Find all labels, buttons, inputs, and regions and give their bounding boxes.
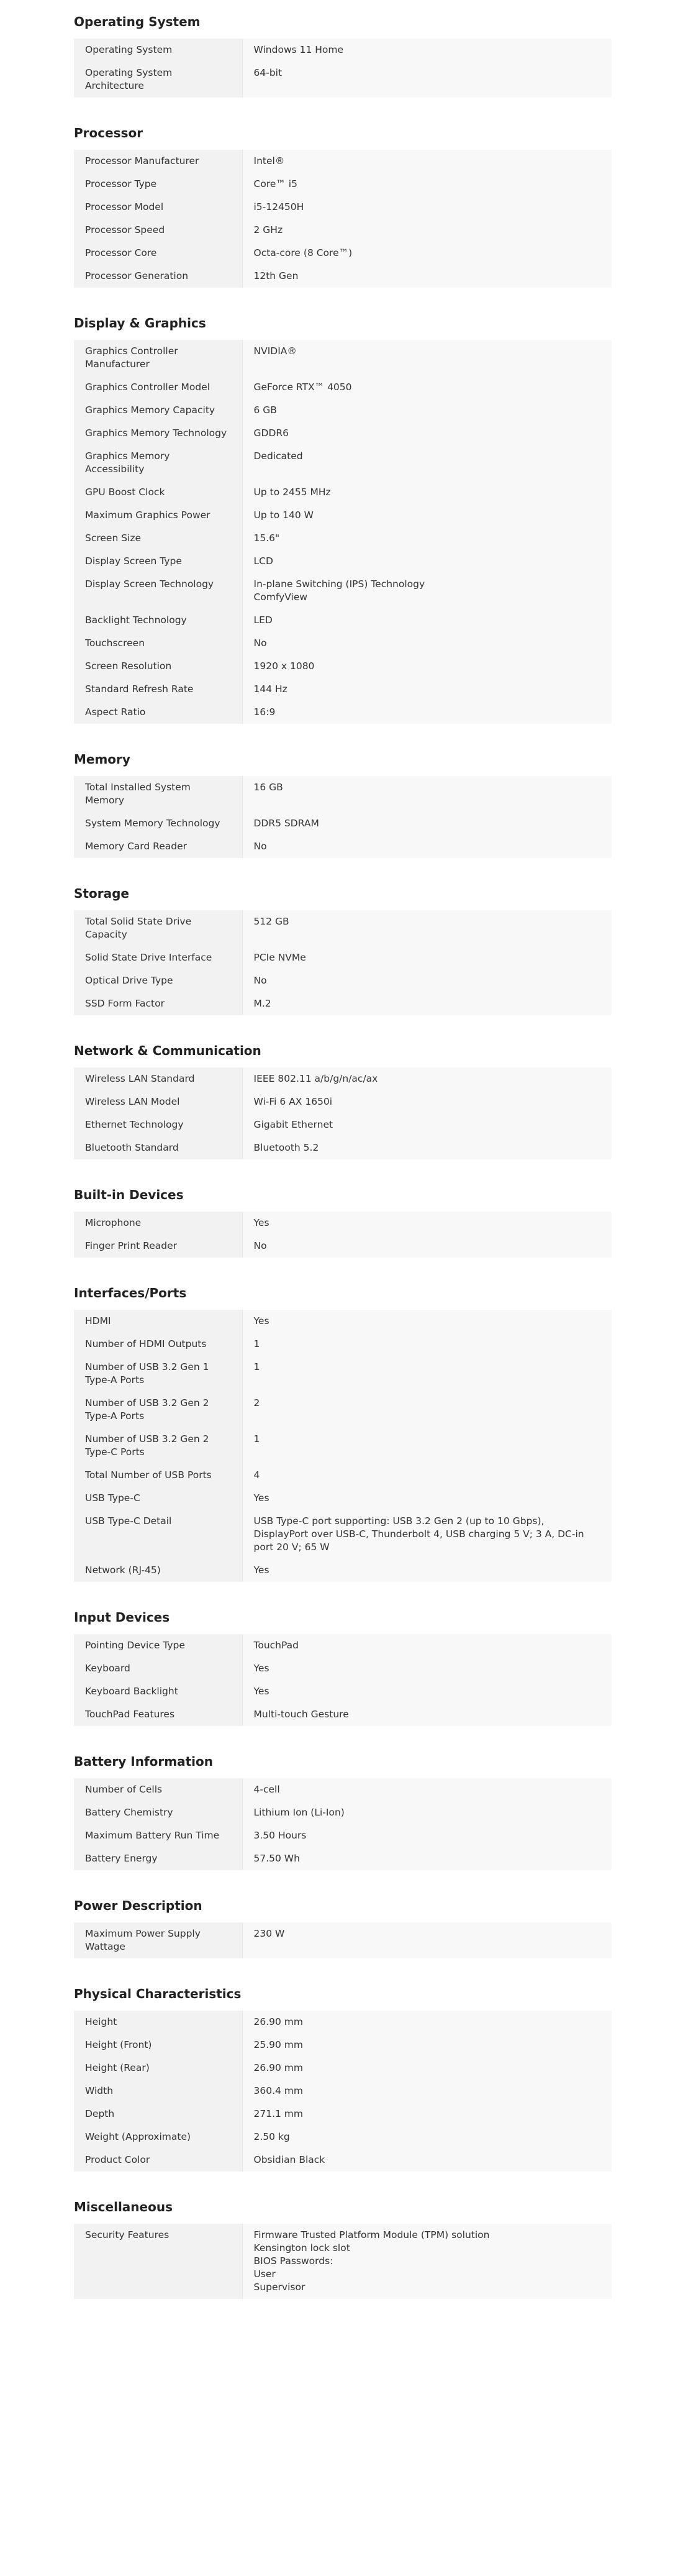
spec-value: Dedicated <box>242 445 612 481</box>
spec-row <box>74 1801 612 1824</box>
spec-label: Total Installed System Memory <box>74 776 242 812</box>
section-spacer <box>0 2172 683 2188</box>
spec-table <box>74 1310 612 1582</box>
spec-label: Graphics Controller Manufacturer <box>74 340 242 376</box>
spec-value: Up to 2455 MHz <box>242 481 612 504</box>
spec-row <box>74 1464 612 1487</box>
spec-label: Operating System <box>74 39 242 62</box>
section-heading: Input Devices <box>74 1610 170 1625</box>
spec-section-input-devices <box>74 1609 612 1726</box>
spec-label: Display Screen Technology <box>74 573 242 609</box>
spec-row <box>74 1657 612 1680</box>
spec-label: Number of USB 3.2 Gen 1 Type-A Ports <box>74 1356 242 1392</box>
spec-row <box>74 701 612 724</box>
spec-value: Intel® <box>242 150 612 173</box>
spec-value: 144 Hz <box>242 678 612 701</box>
section-spacer <box>0 724 683 740</box>
spec-row <box>74 1703 612 1726</box>
spec-section-processor <box>74 125 612 288</box>
spec-value: No <box>242 835 612 858</box>
spec-value: Core™ i5 <box>242 173 612 196</box>
spec-label: Microphone <box>74 1212 242 1235</box>
spec-value: 26.90 mm <box>242 2011 612 2034</box>
section-heading: Storage <box>74 886 129 901</box>
spec-label: Optical Drive Type <box>74 969 242 992</box>
spec-value: Yes <box>242 1212 612 1235</box>
spec-value: TouchPad <box>242 1634 612 1657</box>
spec-row <box>74 2057 612 2080</box>
spec-value: Gigabit Ethernet <box>242 1113 612 1136</box>
spec-value: Multi-touch Gesture <box>242 1703 612 1726</box>
spec-label: Wireless LAN Model <box>74 1090 242 1113</box>
spec-row <box>74 445 612 481</box>
spec-row <box>74 969 612 992</box>
section-spacer <box>0 1870 683 1886</box>
section-heading: Operating System <box>74 14 201 29</box>
spec-value: Windows 11 Home <box>242 39 612 62</box>
spec-value: Yes <box>242 1310 612 1333</box>
spec-table <box>74 1067 612 1159</box>
spec-section-display-graphics <box>74 315 612 724</box>
spec-section-power-description <box>74 1898 612 1958</box>
spec-row <box>74 1824 612 1847</box>
spec-row <box>74 1559 612 1582</box>
spec-row <box>74 2034 612 2057</box>
spec-label: Maximum Power Supply Wattage <box>74 1922 242 1958</box>
spec-value: No <box>242 1235 612 1258</box>
spec-row <box>74 1333 612 1356</box>
spec-value: 26.90 mm <box>242 2057 612 2080</box>
spec-value: USB Type-C port supporting: USB 3.2 Gen 2 (up to 10 Gbps), DisplayPort over USB-C, Thunderbolt 4, USB charging 5 V; 3 A, DC-in port 20 V; 65 W <box>242 1510 612 1559</box>
spec-row <box>74 992 612 1015</box>
spec-row <box>74 1778 612 1801</box>
section-heading: Interfaces/Ports <box>74 1286 187 1300</box>
spec-value: i5-12450H <box>242 196 612 219</box>
spec-section-memory <box>74 751 612 858</box>
spec-label: Processor Generation <box>74 265 242 288</box>
spec-label: TouchPad Features <box>74 1703 242 1726</box>
spec-row <box>74 1235 612 1258</box>
section-spacer <box>0 858 683 874</box>
section-heading: Physical Characteristics <box>74 1986 242 2001</box>
spec-row <box>74 812 612 835</box>
spec-value: M.2 <box>242 992 612 1015</box>
spec-value: 2 GHz <box>242 219 612 242</box>
spec-table <box>74 340 612 724</box>
spec-row <box>74 835 612 858</box>
spec-label: Network (RJ-45) <box>74 1559 242 1582</box>
spec-value: Obsidian Black <box>242 2149 612 2172</box>
section-spacer <box>0 1958 683 1975</box>
spec-label: Battery Energy <box>74 1847 242 1870</box>
spec-section-interfaces-ports <box>74 1285 612 1582</box>
section-heading: Processor <box>74 126 143 140</box>
section-heading: Power Description <box>74 1898 202 1913</box>
spec-value: Firmware Trusted Platform Module (TPM) solution Kensington lock slot BIOS Passwords: User Supervisor <box>242 2224 612 2299</box>
spec-row <box>74 1487 612 1510</box>
spec-row <box>74 550 612 573</box>
spec-row <box>74 39 612 62</box>
spec-row <box>74 655 612 678</box>
spec-row <box>74 946 612 969</box>
spec-row <box>74 376 612 399</box>
spec-value: 57.50 Wh <box>242 1847 612 1870</box>
spec-value: No <box>242 632 612 655</box>
spec-value: PCIe NVMe <box>242 946 612 969</box>
spec-label: Battery Chemistry <box>74 1801 242 1824</box>
section-spacer <box>0 1159 683 1176</box>
spec-label: Number of Cells <box>74 1778 242 1801</box>
spec-label: Maximum Graphics Power <box>74 504 242 527</box>
spec-label: Processor Type <box>74 173 242 196</box>
spec-row <box>74 632 612 655</box>
spec-label: System Memory Technology <box>74 812 242 835</box>
spec-value: 25.90 mm <box>242 2034 612 2057</box>
spec-row <box>74 1392 612 1428</box>
spec-value: IEEE 802.11 a/b/g/n/ac/ax <box>242 1067 612 1090</box>
spec-label: Pointing Device Type <box>74 1634 242 1657</box>
spec-row <box>74 1136 612 1159</box>
spec-table <box>74 1922 612 1958</box>
spec-row <box>74 1067 612 1090</box>
spec-row <box>74 2149 612 2172</box>
spec-row <box>74 527 612 550</box>
section-heading: Built-in Devices <box>74 1187 184 1202</box>
spec-value: 2 <box>242 1392 612 1428</box>
spec-label: Processor Core <box>74 242 242 265</box>
section-spacer <box>0 288 683 304</box>
spec-value: DDR5 SDRAM <box>242 812 612 835</box>
spec-value: Yes <box>242 1487 612 1510</box>
spec-label: Number of HDMI Outputs <box>74 1333 242 1356</box>
spec-label: Total Number of USB Ports <box>74 1464 242 1487</box>
spec-label: Height <box>74 2011 242 2034</box>
spec-value: 360.4 mm <box>242 2080 612 2103</box>
spec-value: 3.50 Hours <box>242 1824 612 1847</box>
spec-label: Number of USB 3.2 Gen 2 Type-C Ports <box>74 1428 242 1464</box>
spec-row <box>74 173 612 196</box>
spec-row <box>74 678 612 701</box>
spec-row <box>74 242 612 265</box>
spec-label: SSD Form Factor <box>74 992 242 1015</box>
spec-row <box>74 1634 612 1657</box>
spec-value: 64-bit <box>242 62 612 98</box>
spec-label: Depth <box>74 2103 242 2126</box>
spec-row <box>74 1510 612 1559</box>
spec-table <box>74 2224 612 2299</box>
spec-label: HDMI <box>74 1310 242 1333</box>
spec-section-network-communication <box>74 1043 612 1159</box>
spec-label: Processor Manufacturer <box>74 150 242 173</box>
spec-value: Wi-Fi 6 AX 1650i <box>242 1090 612 1113</box>
section-spacer <box>0 1726 683 1742</box>
spec-value: 4 <box>242 1464 612 1487</box>
spec-section-storage <box>74 885 612 1015</box>
spec-row <box>74 2103 612 2126</box>
spec-value: Octa-core (8 Core™) <box>242 242 612 265</box>
spec-label: Screen Resolution <box>74 655 242 678</box>
section-spacer <box>0 1582 683 1598</box>
spec-value: 230 W <box>242 1922 612 1958</box>
spec-label: Number of USB 3.2 Gen 2 Type-A Ports <box>74 1392 242 1428</box>
spec-label: Ethernet Technology <box>74 1113 242 1136</box>
spec-label: Backlight Technology <box>74 609 242 632</box>
spec-row <box>74 196 612 219</box>
spec-row <box>74 1310 612 1333</box>
spec-table <box>74 39 612 98</box>
spec-label: Processor Model <box>74 196 242 219</box>
spec-label: Standard Refresh Rate <box>74 678 242 701</box>
spec-label: Weight (Approximate) <box>74 2126 242 2149</box>
spec-value: GeForce RTX™ 4050 <box>242 376 612 399</box>
spec-value: 15.6" <box>242 527 612 550</box>
spec-value: 1 <box>242 1333 612 1356</box>
spec-label: GPU Boost Clock <box>74 481 242 504</box>
spec-row <box>74 2224 612 2299</box>
spec-value: LED <box>242 609 612 632</box>
spec-label: USB Type-C <box>74 1487 242 1510</box>
spec-table <box>74 910 612 1015</box>
spec-table <box>74 1634 612 1726</box>
spec-value: 512 GB <box>242 910 612 946</box>
spec-label: Height (Rear) <box>74 2057 242 2080</box>
spec-section-battery-information <box>74 1753 612 1870</box>
spec-table <box>74 1778 612 1870</box>
spec-value: 271.1 mm <box>242 2103 612 2126</box>
spec-value: 12th Gen <box>242 265 612 288</box>
spec-label: Solid State Drive Interface <box>74 946 242 969</box>
spec-row <box>74 265 612 288</box>
spec-row <box>74 1356 612 1392</box>
spec-table <box>74 776 612 858</box>
spec-row <box>74 1113 612 1136</box>
spec-value: 2.50 kg <box>242 2126 612 2149</box>
spec-value: Yes <box>242 1680 612 1703</box>
spec-value: 1920 x 1080 <box>242 655 612 678</box>
spec-row <box>74 1212 612 1235</box>
spec-label: Product Color <box>74 2149 242 2172</box>
spec-label: Aspect Ratio <box>74 701 242 724</box>
spec-row <box>74 62 612 98</box>
spec-label: Security Features <box>74 2224 242 2299</box>
spec-row <box>74 573 612 609</box>
spec-value: GDDR6 <box>242 422 612 445</box>
spec-row <box>74 776 612 812</box>
spec-label: Operating System Architecture <box>74 62 242 98</box>
spec-label: Graphics Memory Technology <box>74 422 242 445</box>
spec-label: Keyboard Backlight <box>74 1680 242 1703</box>
spec-label: Screen Size <box>74 527 242 550</box>
spec-row <box>74 150 612 173</box>
section-heading: Miscellaneous <box>74 2199 173 2214</box>
section-heading: Battery Information <box>74 1754 214 1769</box>
spec-label: USB Type-C Detail <box>74 1510 242 1559</box>
spec-row <box>74 1922 612 1958</box>
spec-section-miscellaneous <box>74 2199 612 2299</box>
spec-section-physical-characteristics <box>74 1986 612 2172</box>
spec-table <box>74 150 612 288</box>
spec-row <box>74 504 612 527</box>
spec-row <box>74 1090 612 1113</box>
spec-label: Height (Front) <box>74 2034 242 2057</box>
spec-label: Memory Card Reader <box>74 835 242 858</box>
spec-row <box>74 910 612 946</box>
spec-label: Total Solid State Drive Capacity <box>74 910 242 946</box>
spec-section-operating-system <box>74 14 612 98</box>
spec-value: LCD <box>242 550 612 573</box>
spec-label: Touchscreen <box>74 632 242 655</box>
section-spacer <box>0 1015 683 1031</box>
section-heading: Display & Graphics <box>74 316 206 331</box>
spec-value: Bluetooth 5.2 <box>242 1136 612 1159</box>
spec-value: NVIDIA® <box>242 340 612 376</box>
section-spacer <box>0 98 683 114</box>
spec-value: 4-cell <box>242 1778 612 1801</box>
spec-row <box>74 422 612 445</box>
spec-value: Up to 140 W <box>242 504 612 527</box>
spec-label: Finger Print Reader <box>74 1235 242 1258</box>
spec-label: Keyboard <box>74 1657 242 1680</box>
spec-table <box>74 2011 612 2172</box>
spec-label: Width <box>74 2080 242 2103</box>
spec-label: Wireless LAN Standard <box>74 1067 242 1090</box>
spec-value: 1 <box>242 1356 612 1392</box>
spec-row <box>74 1428 612 1464</box>
spec-row <box>74 1680 612 1703</box>
section-spacer <box>0 1258 683 1274</box>
spec-value: 16 GB <box>242 776 612 812</box>
spec-value: In-plane Switching (IPS) Technology ComfyView <box>242 573 612 609</box>
spec-value: No <box>242 969 612 992</box>
spec-row <box>74 609 612 632</box>
spec-value: 16:9 <box>242 701 612 724</box>
spec-row <box>74 481 612 504</box>
spec-value: 1 <box>242 1428 612 1464</box>
spec-label: Graphics Memory Accessibility <box>74 445 242 481</box>
spec-label: Processor Speed <box>74 219 242 242</box>
spec-row <box>74 399 612 422</box>
spec-value: Lithium Ion (Li-Ion) <box>242 1801 612 1824</box>
spec-row <box>74 1847 612 1870</box>
spec-row <box>74 340 612 376</box>
spec-table <box>74 1212 612 1258</box>
spec-label: Display Screen Type <box>74 550 242 573</box>
spec-label: Graphics Controller Model <box>74 376 242 399</box>
spec-section-built-in-devices <box>74 1187 612 1258</box>
spec-row <box>74 2011 612 2034</box>
spec-value: Yes <box>242 1657 612 1680</box>
spec-label: Maximum Battery Run Time <box>74 1824 242 1847</box>
section-spacer <box>0 2299 683 2315</box>
spec-value: 6 GB <box>242 399 612 422</box>
spec-value: Yes <box>242 1559 612 1582</box>
spec-row <box>74 2080 612 2103</box>
spec-label: Graphics Memory Capacity <box>74 399 242 422</box>
section-heading: Network & Communication <box>74 1043 261 1058</box>
section-heading: Memory <box>74 752 130 767</box>
spec-label: Bluetooth Standard <box>74 1136 242 1159</box>
spec-row <box>74 219 612 242</box>
spec-row <box>74 2126 612 2149</box>
